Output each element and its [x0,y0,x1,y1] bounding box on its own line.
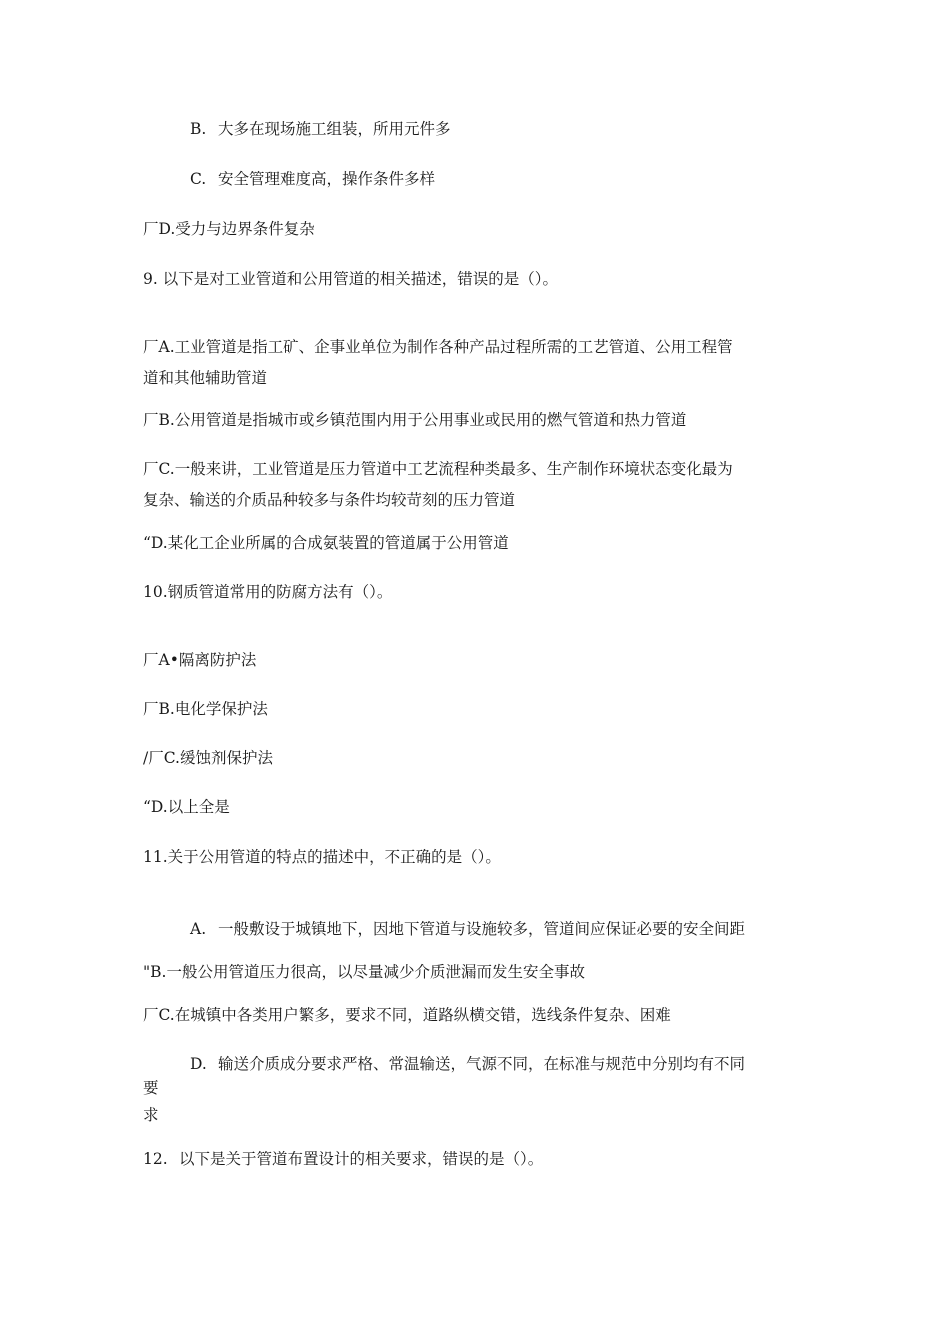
option-c-line [190,172,435,188]
q10-option-c: /厂C.缓蚀剂保护法 [143,749,273,767]
question-10: 10.钢质管道常用的防腐方法有（）。 [143,583,393,601]
option-text: 输送介质成分要求严格、常温输送，气源不同，在标准与规范中分别均有不同 [218,1055,746,1073]
q11-option-a [190,922,745,938]
question-text: 以下是关于管道布置设计的相关要求，错误的是（）。 [179,1150,544,1168]
option-label: D. [190,1055,207,1073]
question-11: 11.关于公用管道的特点的描述中，不正确的是（）。 [143,848,501,866]
option-text: 一般敷设于城镇地下，因地下管道与设施较多，管道间应保证必要的安全间距 [218,920,746,938]
q11-option-c: 厂C.在城镇中各类用户繁多，要求不同，道路纵横交错，选线条件复杂、困难 [143,1006,671,1024]
q11-option-d-cont-1: 要 [143,1079,159,1097]
q9-option-c-cont: 复杂、输送的介质品种较多与条件均较苛刻的压力管道 [143,491,516,509]
option-label: B. [190,120,207,138]
option-d-line: 厂D.受力与边界条件复杂 [143,220,315,238]
q10-option-d: “D.以上全是 [143,798,230,816]
option-label: A. [190,920,207,938]
q9-option-c: 厂C.一般来讲，工业管道是压力管道中工艺流程种类最多、生产制作环境状态变化最为 [143,460,733,478]
option-text: 安全管理难度高，操作条件多样 [218,170,436,188]
option-b-line [190,122,451,138]
q9-option-a-cont: 道和其他辅助管道 [143,369,268,387]
q11-option-b: "B.一般公用管道压力很高，以尽量减少介质泄漏而发生安全事故 [143,963,585,981]
option-text: 大多在现场施工组装，所用元件多 [218,120,451,138]
question-number: 12. [143,1150,168,1168]
option-label: C. [190,170,207,188]
q9-option-b: 厂B.公用管道是指城市或乡镇范围内用于公用事业或民用的燃气管道和热力管道 [143,411,687,429]
q10-option-a: 厂A•隔离防护法 [143,651,257,669]
q11-option-d-cont-2: 求 [143,1106,159,1124]
q11-option-d [190,1057,745,1073]
question-12 [143,1152,543,1168]
question-9: 9. 以下是对工业管道和公用管道的相关描述，错误的是（）。 [143,270,558,288]
q9-option-d: “D.某化工企业所属的合成氨装置的管道属于公用管道 [143,534,509,552]
q10-option-b: 厂B.电化学保护法 [143,700,268,718]
q9-option-a: 厂A.工业管道是指工矿、企事业单位为制作各种产品过程所需的工艺管道、公用工程管 [143,338,733,356]
